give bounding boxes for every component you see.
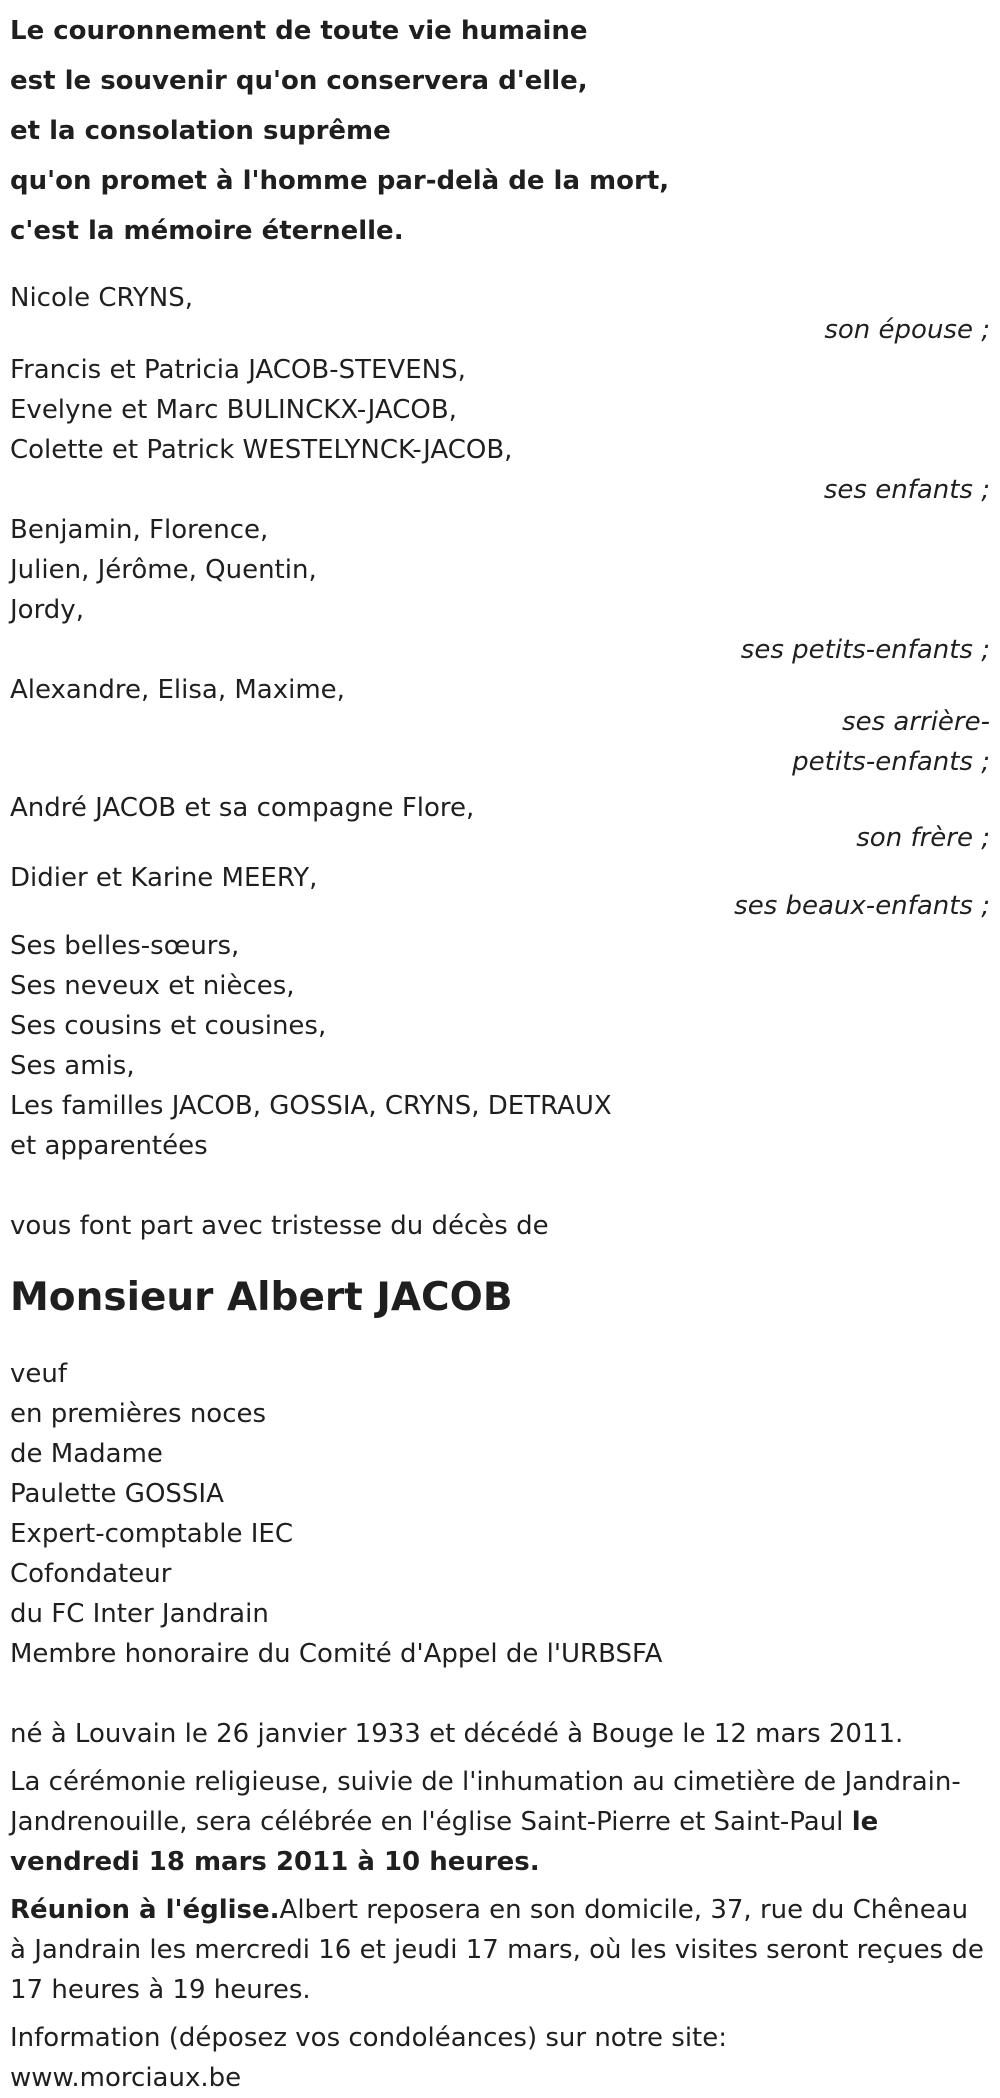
detail-line: Cofondateur	[10, 1559, 172, 1589]
deceased-details	[10, 1354, 1000, 1674]
family-name: Ses cousins et cousines,	[10, 1011, 327, 1041]
family-in-laws	[10, 858, 990, 926]
family-grandchildren	[10, 510, 990, 670]
family-name: André JACOB et sa compagne Flore,	[10, 793, 475, 823]
family-name: Julien, Jérôme, Quentin,	[10, 555, 317, 585]
family-name: et apparentées	[10, 1131, 208, 1161]
family-great-grandchildren	[10, 670, 990, 782]
family-name: Colette et Patrick WESTELYNCK-JACOB,	[10, 435, 513, 465]
info-line: Information (déposez vos condoléances) sur notre site:	[10, 2023, 728, 2053]
relation-label: son épouse ;	[824, 315, 990, 345]
ceremony-date: le vendredi 18 mars 2011 à 10 heures.	[10, 1807, 879, 1877]
epigraph-line: c'est la mémoire éternelle.	[10, 216, 404, 246]
family-name: Alexandre, Elisa, Maxime,	[10, 675, 345, 705]
announcement: vous font part avec tristesse du décès de	[10, 1211, 549, 1241]
relation-label: ses arrière-petits-enfants ;	[792, 707, 990, 777]
reunion-text: Albert reposera en son domicile, 37, rue du Chêneau à Jandrain les mercredi 16 et jeudi 17 mars, où les visites seront reçues de 17 heures à 19 heures.	[10, 1895, 984, 2005]
family-children	[10, 350, 990, 510]
relation-label: ses enfants ;	[823, 475, 990, 505]
family-others	[10, 926, 990, 1166]
detail-line: du FC Inter Jandrain	[10, 1599, 269, 1629]
deceased-name: Monsieur Albert JACOB	[10, 1275, 513, 1320]
birth-death: né à Louvain le 26 janvier 1933 et décédé à Bouge le 12 mars 2011.	[10, 1719, 904, 1749]
family-name: Jordy,	[10, 595, 84, 625]
family-name: Benjamin, Florence,	[10, 515, 269, 545]
family-name: Ses neveux et nièces,	[10, 971, 295, 1001]
epigraph	[10, 0, 1000, 256]
family-brother	[10, 788, 990, 858]
reunion-label: Réunion à l'église.	[10, 1895, 280, 1925]
detail-line: en premières noces	[10, 1399, 267, 1429]
website-link[interactable]: www.morciaux.be	[10, 2063, 242, 2093]
epigraph-line: Le couronnement de toute vie humaine	[10, 16, 588, 46]
family-name: Evelyne et Marc BULINCKX-JACOB,	[10, 395, 457, 425]
info-paragraph	[10, 2018, 990, 2098]
detail-line: veuf	[10, 1359, 68, 1389]
family-name: Ses belles-sœurs,	[10, 931, 240, 961]
relation-label: ses beaux-enfants ;	[734, 891, 990, 921]
family-name: Les familles JACOB, GOSSIA, CRYNS, DETRAUX	[10, 1091, 612, 1121]
family-name: Nicole CRYNS,	[10, 283, 194, 313]
family-spouse	[10, 278, 990, 350]
epigraph-line: qu'on promet à l'homme par-delà de la mort,	[10, 166, 670, 196]
relation-label: son frère ;	[856, 823, 990, 853]
detail-line: Membre honoraire du Comité d'Appel de l'URBSFA	[10, 1639, 663, 1669]
detail-line: Expert-comptable IEC	[10, 1519, 293, 1549]
ceremony-text: La cérémonie religieuse, suivie de l'inhumation au cimetière de Jandrain-Jandrenouille, sera célébrée en l'église Saint-Pierre et Saint-Paul	[10, 1767, 961, 1837]
detail-line: de Madame	[10, 1439, 163, 1469]
family-name: Didier et Karine MEERY,	[10, 863, 318, 893]
detail-line: Paulette GOSSIA	[10, 1479, 224, 1509]
relation-label: ses petits-enfants ;	[740, 635, 990, 665]
ceremony-paragraph	[10, 1762, 990, 1882]
family-name: Ses amis,	[10, 1051, 135, 1081]
family-name: Francis et Patricia JACOB-STEVENS,	[10, 355, 466, 385]
epigraph-line: et la consolation suprême	[10, 116, 391, 146]
reunion-paragraph	[10, 1890, 990, 2010]
epigraph-line: est le souvenir qu'on conservera d'elle,	[10, 66, 588, 96]
